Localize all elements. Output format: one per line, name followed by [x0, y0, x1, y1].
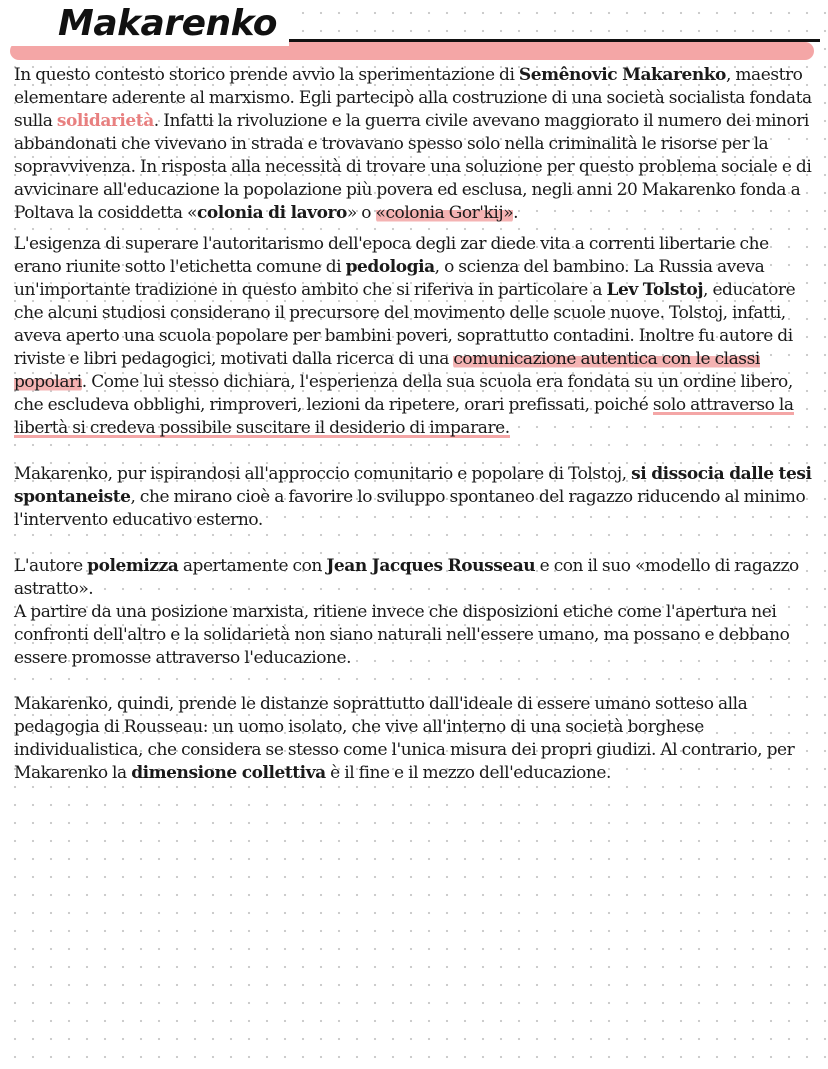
bold-term: Lev Tolstoj [606, 280, 704, 300]
bold-term: dimensione collettiva [131, 763, 326, 783]
paragraph-spontaneismo: Makarenko, pur ispirandosi all'approccio comunitario e popolare di Tolstoj, si dissocia dalle tesi spontaneiste, che mirano cioè a favorire lo sviluppo spontaneo del ragazzo riducendo al minimo l'intervento educativo esterno. [14, 464, 812, 530]
paragraph-marxismo: A partire da una posizione marxista, ritiene invece che disposizioni etiche come l'apertura nei confronti dell'altro e la solidarietà non siano naturali nell'essere umano, ma possano e debbano essere promosse attraverso l'educazione. [14, 602, 790, 668]
highlighted-phrase: «colonia Gor'kij» [375, 203, 514, 223]
underlined-phrase: solo attraverso la libertà si credeva possibile suscitare il desiderio di imparare. [14, 395, 794, 438]
page-header [10, 4, 820, 60]
highlighted-phrase: comunicazione autentica con le classi popolari [14, 349, 760, 392]
pink-term: solidarietà [56, 111, 154, 131]
paragraph-rousseau: L'autore polemizza apertamente con Jean Jacques Rousseau e con il suo «modello di ragazzo astratto». [14, 556, 799, 599]
bold-term: Semênovic Makarenko [518, 65, 726, 85]
paragraph-collettivo: Makarenko, quindi, prende le distanze soprattutto dall'ideale di essere umano sotteso alla pedagogia di Rousseau: un uomo isolato, che vive all'interno di una società borghese individualistica, che considera se stesso come l'unica misura dei propri giudizi. Al contrario, per Makarenko la dimensione collettiva è il fine e il mezzo dell'educazione. [14, 694, 795, 783]
bold-term: Jean Jacques Rousseau [326, 556, 536, 576]
bold-term: pedologia [345, 257, 435, 277]
paragraph-colonia: In questo contesto storico prende avvio la sperimentazione di Semênovic Makarenko, maestro elementare aderente al marxismo. Egli partecipò alla costruzione di una società socialista fondata sulla solidarietà. Infatti la rivoluzione e la guerra civile avevano maggiorato il numero dei minori abbandonati che vivevano in strada e trovavano spesso solo nella criminalità le risorse per la sopravvivenza. In risposta alla necessità di trovare una soluzione per questo problema sociale e di avvicinare all'educazione la popolazione più povera ed esclusa, negli anni 20 Makarenko fonda a Poltava la cosiddetta «colonia di lavoro» o «colonia Gor'kij». [14, 65, 812, 223]
bold-term: polemizza [87, 556, 179, 576]
bold-term: si dissocia dalle tesi spontaneiste [14, 464, 812, 507]
paragraph-pedologia: L'esigenza di superare l'autoritarismo dell'epoca degli zar diede vita a correnti libertarie che erano riunite sotto l'etichetta comune di pedologia, o scienza del bambino. La Russia aveva un'importante tradizione in questo ambito che si riferiva in particolare a Lev Tolstoj, educatore che alcuni studiosi considerano il precursore del movimento delle scuole nuove. Tolstoj, infatti, aveva aperto una scuola popolare per bambini poveri, soprattutto contadini. Inoltre fu autore di riviste e libri pedagogici, motivati dalla ricerca di una comunicazione autentica con le classi popolari. Come lui stesso dichiara, l'esperienza della sua scuola era fondata su un ordine libero, che escludeva obblighi, rimproveri, lezioni da ripetere, orari prefissati, poiché solo attraverso la libertà si credeva possibile suscitare il desiderio di imparare. [14, 234, 796, 438]
bold-term: colonia di lavoro [197, 203, 347, 223]
page-title: Makarenko [10, 2, 289, 46]
notes-body [14, 64, 814, 785]
